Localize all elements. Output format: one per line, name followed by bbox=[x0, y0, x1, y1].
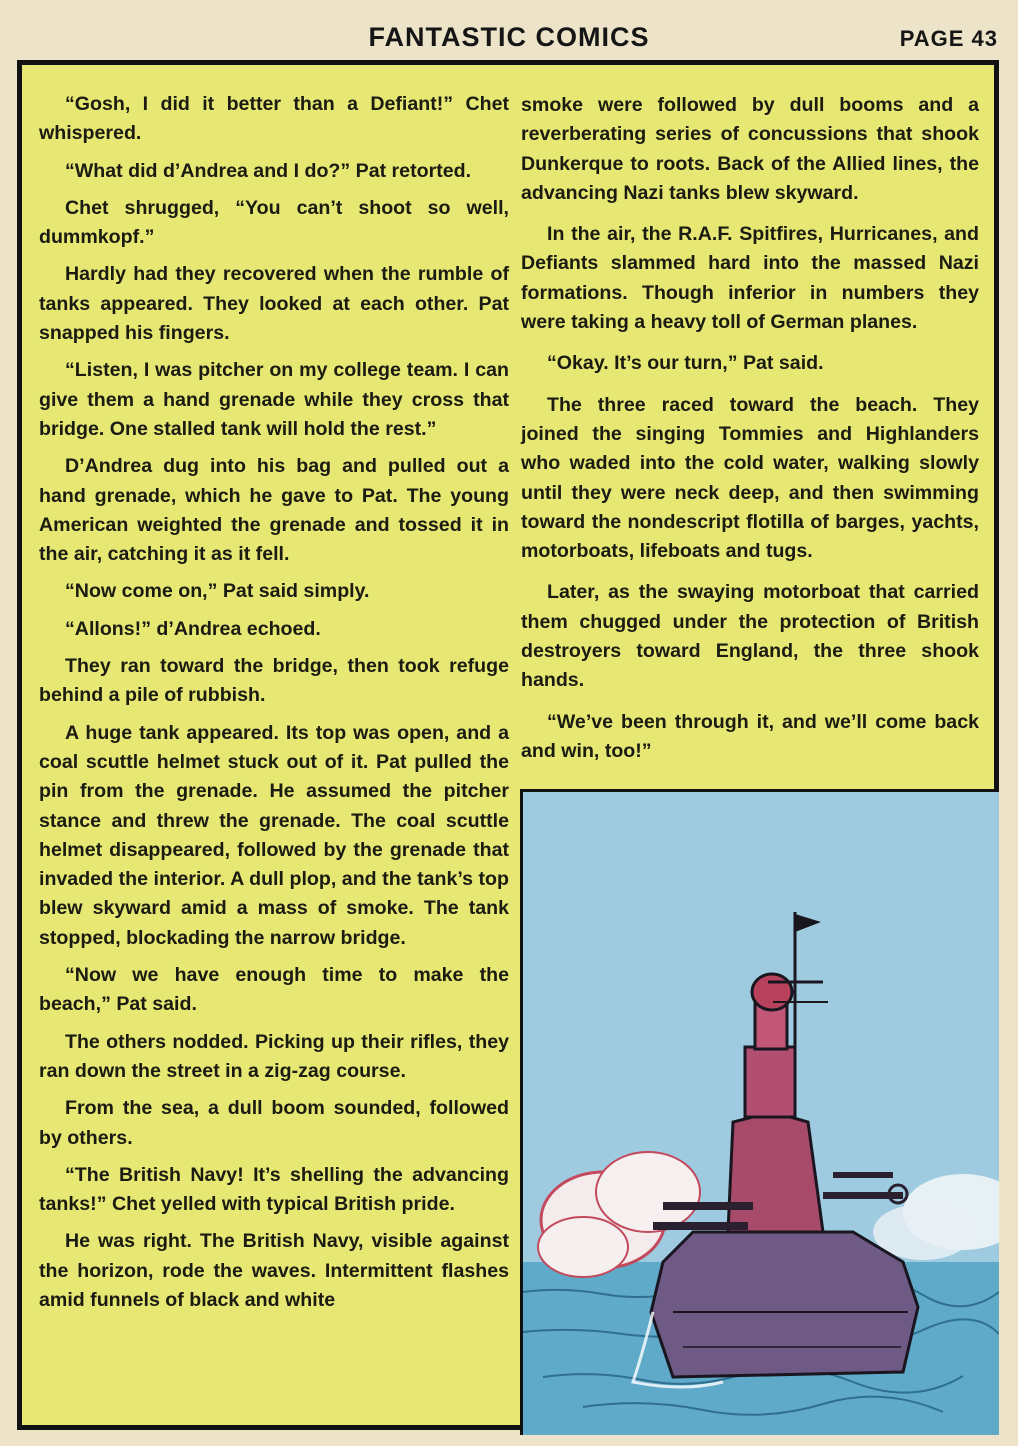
paragraph: “Now we have enough time to make the beach,” Pat said. bbox=[39, 964, 509, 1016]
battleship-illustration bbox=[520, 789, 999, 1435]
paragraph: The others nodded. Picking up their rifles, they ran down the street in a zig-zag course. bbox=[39, 1030, 509, 1082]
ship-superstructure bbox=[728, 1112, 823, 1232]
paragraph: From the sea, a dull boom sounded, followed by others. bbox=[39, 1097, 509, 1149]
paragraph: “What did d’Andrea and I do?” Pat retorted. bbox=[65, 159, 472, 182]
paragraph: Later, as the swaying motorboat that carried them chugged under the protection of British destroyers toward England, the three shook hands. bbox=[521, 581, 979, 692]
paragraph: “Allons!” d’Andrea echoed. bbox=[65, 617, 321, 640]
page-header bbox=[0, 18, 1018, 58]
paragraph: Chet shrugged, “You can’t shoot so well, dummkopf.” bbox=[39, 196, 509, 249]
paragraph: In the air, the R.A.F. Spitfires, Hurricanes, and Defiants slammed hard into the massed Nazi formations. Though inferior in numbers they were taking a heavy toll of German planes. bbox=[521, 223, 979, 334]
paragraph: They ran toward the bridge, then took refuge behind a pile of rubbish. bbox=[39, 655, 509, 707]
paragraph: “Gosh, I did it better than a Defiant!” Chet whispered. bbox=[39, 93, 509, 145]
paragraph: “Listen, I was pitcher on my college team. I can give them a hand grenade while they cross that bridge. One stalled tank will hold the rest.” bbox=[39, 359, 509, 440]
battleship-drawing bbox=[523, 792, 999, 1435]
paragraph: D’Andrea dug into his bag and pulled out a hand grenade, which he gave to Pat. The young American weighted the grenade and tossed it in the air, catching it as it fell. bbox=[39, 455, 509, 566]
page-number: PAGE 43 bbox=[899, 26, 998, 51]
paragraph: He was right. The British Navy, visible against the horizon, rode the waves. Intermittent flashes amid funnels of black and white bbox=[39, 1230, 509, 1311]
comic-title: FANTASTIC COMICS bbox=[368, 22, 650, 52]
paragraph: “The British Navy! It’s shelling the advancing tanks!” Chet yelled with typical British pride. bbox=[39, 1163, 509, 1216]
ship-gun bbox=[663, 1202, 753, 1210]
paragraph: “Okay. It’s our turn,” Pat said. bbox=[547, 352, 824, 375]
paragraph: “Now come on,” Pat said simply. bbox=[65, 580, 370, 603]
right-column bbox=[521, 91, 979, 778]
paragraph: smoke were followed by dull booms and a reverberating series of concussions that shook Dunkerque to roots. Back of the Allied lines, the advancing Nazi tanks blew skyward. bbox=[521, 94, 979, 204]
paragraph: The three raced toward the beach. They joined the singing Tommies and Highlanders who waded into the cold water, walking slowly until they were neck deep, and then swimming toward the nondescript flotilla of barges, yachts, motorboats, lifeboats and tugs. bbox=[521, 393, 979, 563]
ship-hull bbox=[651, 1232, 918, 1377]
paragraph: A huge tank appeared. Its top was open, and a coal scuttle helmet stuck out of it. Pat pulled the pin from the grenade. He assumed the pitcher stance and threw the grenade. The coal scuttle helmet disappeared, followed by the grenade that invaded the interior. A dull plop, and the tank’s top blew skyward amid a mass of smoke. The tank stopped, blockading the narrow bridge. bbox=[39, 721, 509, 949]
paragraph: Hardly had they recovered when the rumble of tanks appeared. They looked at each other. Pat snapped his fingers. bbox=[39, 263, 509, 345]
left-column bbox=[39, 90, 509, 1323]
paragraph: “We’ve been through it, and we’ll come back and win, too!” bbox=[521, 710, 979, 762]
text-panel bbox=[17, 60, 999, 1430]
